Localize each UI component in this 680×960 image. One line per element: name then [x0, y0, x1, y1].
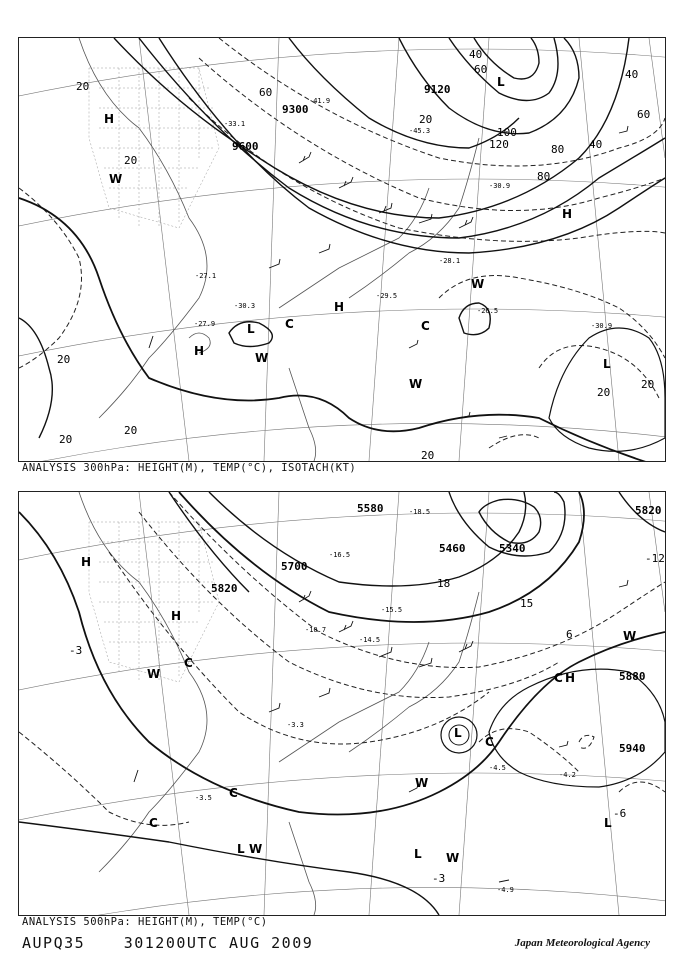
- system-label-low: L: [454, 726, 462, 740]
- height-label: 9120: [424, 83, 451, 96]
- height-label: 5820: [211, 582, 238, 595]
- isotach-label: 20: [59, 433, 73, 446]
- isotach-label: 80: [551, 143, 565, 156]
- temp-label: -29.5: [376, 292, 398, 300]
- isotherm-label: -12: [645, 552, 665, 565]
- height-label: 5340: [499, 542, 526, 555]
- isotherm-label: 6: [566, 628, 573, 641]
- system-label-warm: W: [255, 351, 269, 365]
- chart-code: AUPQ35: [22, 934, 86, 952]
- isotach-label: 20: [597, 386, 611, 399]
- system-label-cold: C: [149, 816, 158, 830]
- height-label: 5460: [439, 542, 466, 555]
- system-label-low: L: [604, 816, 612, 830]
- height-label: 5700: [281, 560, 308, 573]
- map-500hpa-labels: [19, 492, 665, 915]
- isotherm-label: 15: [520, 597, 534, 610]
- system-label-cold: C: [421, 319, 430, 333]
- isotach-label: 20: [57, 353, 71, 366]
- temp-label: -30.9: [489, 182, 511, 190]
- temp-label: -10.7: [305, 626, 327, 634]
- temp-label: -41.9: [309, 97, 331, 105]
- system-label-warm: W: [409, 377, 423, 391]
- panel-caption-500hpa: ANALYSIS 500hPa: HEIGHT(M), TEMP(°C): [22, 916, 268, 928]
- temp-label: -27.1: [195, 272, 217, 280]
- isotach-label: 40: [625, 68, 639, 81]
- isotherm-label: -6: [613, 807, 627, 820]
- temp-label: -16.5: [329, 551, 351, 559]
- temp-label: -3.5: [195, 794, 212, 802]
- system-label-high: H: [104, 112, 115, 126]
- isotach-label: 20: [421, 449, 435, 461]
- system-label-warm: W: [446, 851, 460, 865]
- isotach-label: 100: [497, 126, 517, 139]
- chart-identifier: [22, 934, 341, 952]
- isotherm-label: -3: [432, 872, 446, 885]
- system-label-warm: W: [109, 172, 123, 186]
- system-label-high: H: [565, 671, 576, 685]
- system-label-low: L: [603, 357, 611, 371]
- system-label-low: L: [497, 75, 505, 89]
- isotach-label: 40: [589, 138, 603, 151]
- isotherm-label: 18: [437, 577, 451, 590]
- system-label-high: H: [562, 207, 573, 221]
- temp-label: -26.5: [477, 307, 499, 315]
- system-label-warm: W: [471, 277, 485, 291]
- isotach-label: 20: [641, 378, 655, 391]
- system-label-warm: W: [415, 776, 429, 790]
- temp-label: -18.5: [409, 508, 431, 516]
- panel-caption-300hpa: ANALYSIS 300hPa: HEIGHT(M), TEMP(°C), ISOTACH(KT): [22, 462, 357, 474]
- map-panel-300hpa: [18, 37, 666, 462]
- height-label: 9600: [232, 140, 259, 153]
- temp-label: -3.3: [287, 721, 304, 729]
- system-label-cold: C: [285, 317, 294, 331]
- system-label-cold: C: [485, 735, 494, 749]
- system-label-low: L: [247, 322, 255, 336]
- height-label: 5880: [619, 670, 646, 683]
- system-label-low: L: [237, 842, 245, 856]
- isotach-label: 20: [419, 113, 433, 126]
- temp-label: -27.9: [194, 320, 216, 328]
- system-label-cold: C: [229, 786, 238, 800]
- map-300hpa-labels: [19, 38, 665, 461]
- temp-label: -33.1: [224, 120, 246, 128]
- temp-label: -4.2: [559, 771, 576, 779]
- system-label-high: H: [81, 555, 92, 569]
- temp-label: -4.5: [489, 764, 506, 772]
- system-label-warm: W: [147, 667, 161, 681]
- isotach-label: 40: [469, 48, 483, 61]
- isotherm-label: -3: [69, 644, 83, 657]
- isotach-label: 20: [76, 80, 90, 93]
- agency-credit: Japan Meteorological Agency: [514, 937, 650, 949]
- isotach-label: 60: [474, 63, 488, 76]
- isotach-label: 80: [537, 170, 551, 183]
- height-label: 5820: [635, 504, 662, 517]
- system-label-low: L: [414, 847, 422, 861]
- height-label: 5580: [357, 502, 384, 515]
- isotach-label: 120: [489, 138, 509, 151]
- isotach-label: 20: [124, 424, 138, 437]
- system-label-high: H: [334, 300, 345, 314]
- temp-label: -15.5: [381, 606, 403, 614]
- temp-label: -45.3: [409, 127, 431, 135]
- temp-label: -30.3: [234, 302, 256, 310]
- system-label-warm: W: [623, 629, 637, 643]
- system-label-cold: C: [184, 656, 193, 670]
- valid-time: 301200UTC AUG 2009: [123, 934, 314, 952]
- height-label: 9300: [282, 103, 309, 116]
- temp-label: -30.9: [591, 322, 613, 330]
- temp-label: -4.9: [497, 886, 514, 894]
- system-label-cold: C: [554, 671, 563, 685]
- isotach-label: 60: [637, 108, 651, 121]
- height-label: 5940: [619, 742, 646, 755]
- isotach-label: 60: [259, 86, 273, 99]
- isotach-label: 20: [124, 154, 138, 167]
- temp-label: -28.1: [439, 257, 461, 265]
- system-label-high: H: [171, 609, 182, 623]
- system-label-warm: W: [249, 842, 263, 856]
- temp-label: -14.5: [359, 636, 381, 644]
- system-label-high: H: [194, 344, 205, 358]
- map-panel-500hpa: [18, 491, 666, 916]
